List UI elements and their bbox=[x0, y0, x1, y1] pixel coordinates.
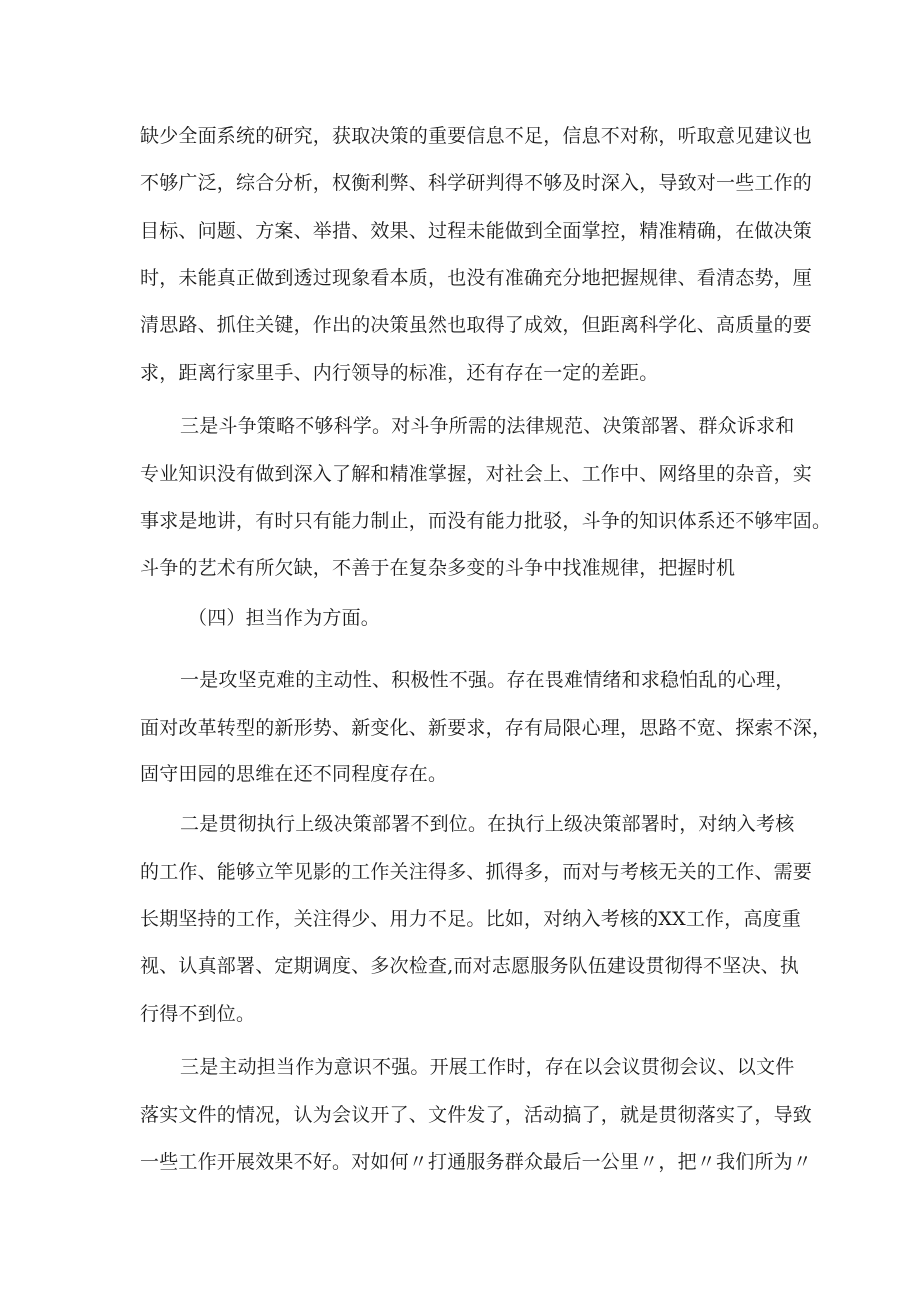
paragraph-2-line-1: 三是斗争策略不够科学。对斗争所需的法律规范、决策部署、群众诉求和 bbox=[180, 415, 795, 437]
paragraph-3-line-2: 面对改革转型的新形势、新变化、新要求，存有局限心理，思路不宽、探索不深， bbox=[140, 717, 832, 739]
paragraph-1-line-6: 求，距离行家里手、内行领导的标准，还有存在一定的差距。 bbox=[140, 362, 659, 384]
paragraph-4-line-1: 二是贯彻执行上级决策部署不到位。在执行上级决策部署时，对纳入考核 bbox=[180, 813, 795, 835]
paragraph-2-line-2: 专业知识没有做到深入了解和精准掌握，对社会上、工作中、网络里的杂音，实 bbox=[140, 463, 813, 485]
paragraph-1-line-1: 缺少全面系统的研究，获取决策的重要信息不足，信息不对称，听取意见建议也 bbox=[140, 125, 813, 147]
paragraph-2-line-4: 斗争的艺术有所欠缺，不善于在复杂多变的斗争中找准规律，把握时机 bbox=[140, 557, 736, 579]
paragraph-3-line-1: 一是攻坚克难的主动性、积极性不强。存在畏难情绪和求稳怕乱的心理， bbox=[180, 669, 795, 691]
paragraph-5-line-3: 一些工作开展效果不好。对如何〃打通服务群众最后一公里〃，把〃我们所为〃 bbox=[140, 1151, 813, 1173]
section-heading: （四）担当作为方面。 bbox=[188, 607, 381, 629]
paragraph-1-line-4: 时，未能真正做到透过现象看本质，也没有准确充分地把握规律、看清态势，厘 bbox=[140, 267, 813, 289]
paragraph-1-line-3: 目标、问题、方案、举措、效果、过程未能做到全面掌控，精准精确，在做决策 bbox=[140, 220, 813, 242]
paragraph-4-line-3: 长期坚持的工作，关注得少、用力不足。比如，对纳入考核的XX工作，高度重 bbox=[140, 908, 802, 930]
paragraph-3-line-3: 固守田园的思维在还不同程度存在。 bbox=[140, 763, 448, 785]
paragraph-4-line-4: 视、认真部署、定期调度、多次检查,而对志愿服务队伍建设贯彻得不坚决、执 bbox=[140, 955, 800, 977]
paragraph-1-line-2: 不够广泛，综合分析，权衡利弊、科学研判得不够及时深入，导致对一些工作的 bbox=[140, 172, 813, 194]
paragraph-5-line-2: 落实文件的情况，认为会议开了、文件发了，活动搞了，就是贯彻落实了，导致 bbox=[140, 1104, 813, 1126]
paragraph-5-line-1: 三是主动担当作为意识不强。开展工作时，存在以会议贯彻会议、以文件 bbox=[180, 1056, 795, 1078]
paragraph-2-line-3: 事求是地讲，有时只有能力制止，而没有能力批驳，斗争的知识体系还不够牢固。 bbox=[140, 510, 832, 532]
paragraph-1-line-5: 清思路、抓住关键，作出的决策虽然也取得了成效，但距离科学化、高质量的要 bbox=[140, 314, 813, 336]
paragraph-4-line-2: 的工作、能够立竿见影的工作关注得多、抓得多，而对与考核无关的工作、需要 bbox=[140, 861, 813, 883]
paragraph-4-line-5: 行得不到位。 bbox=[140, 1003, 256, 1025]
